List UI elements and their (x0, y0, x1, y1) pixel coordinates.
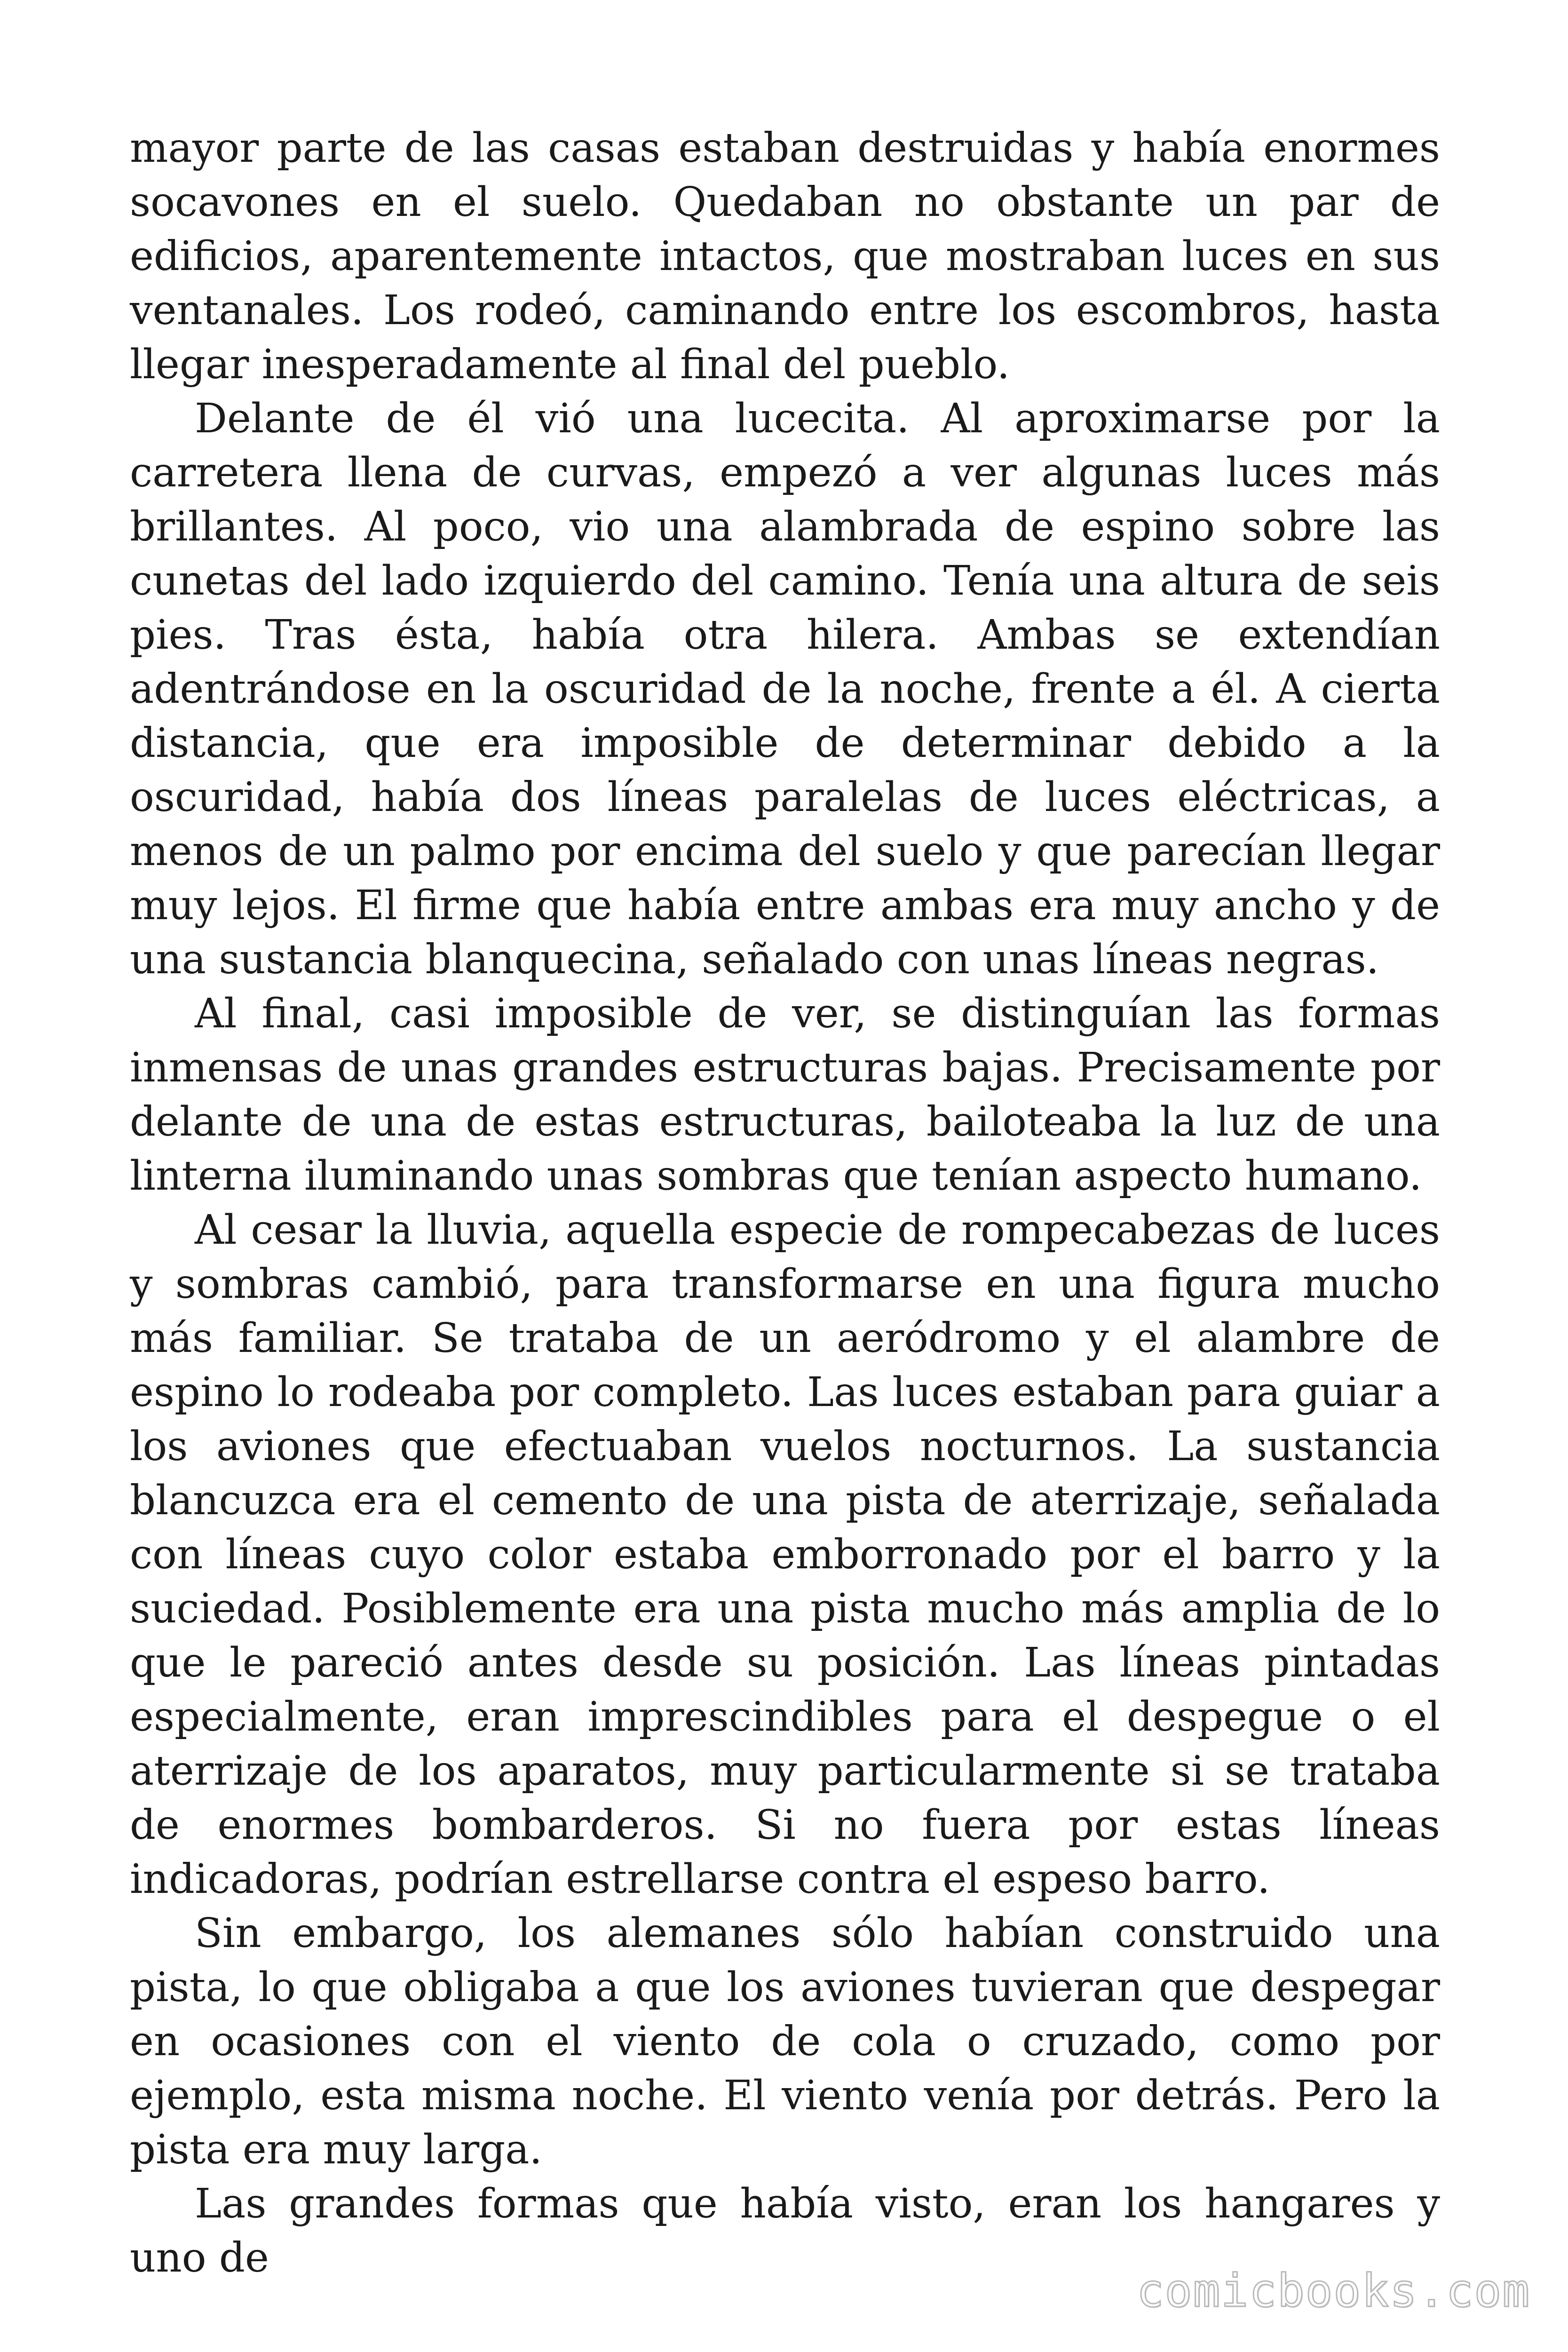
paragraph-1: mayor parte de las casas estaban destruidas y había enormes socavones en el suelo. Quedaban no obstante un par de edificios, aparentemente intactos, que mostraban luces en sus ventanales. Los rodeó, caminando entre los escombros, hasta llegar inesperadamente al final del pueblo. (130, 125, 1440, 388)
paragraph-6: Las grandes formas que había visto, eran los hangares y uno de (130, 2180, 1440, 2281)
watermark-text: comicbooks.com (1136, 2265, 1530, 2317)
paragraph-2: Delante de él vió una lucecita. Al aproximarse por la carretera llena de curvas, empezó a ver algunas luces más brillantes. Al poco, vio una alambrada de espino sobre las cunetas del lado izquierdo del camino. Tenía una altura de seis pies. Tras ésta, había otra hilera. Ambas se extendían adentrándose en la oscuridad de la noche, frente a él. A cierta distancia, que era imposible de determinar debido a la oscuridad, había dos líneas paralelas de luces eléctricas, a menos de un palmo por encima del suelo y que parecían llegar muy lejos. El firme que había entre ambas era muy ancho y de una sustancia blanquecina, señalado con unas líneas negras. (130, 395, 1440, 983)
paragraph-4: Al cesar la lluvia, aquella especie de rompecabezas de luces y sombras cambió, para transformarse en una figura mucho más familiar. Se trataba de un aeródromo y el alambre de espino lo rodeaba por completo. Las luces estaban para guiar a los aviones que efectuaban vuelos nocturnos. La sustancia blancuzca era el cemento de una pista de aterrizaje, señalada con líneas cuyo color estaba emborronado por el barro y la suciedad. Posiblemente era una pista mucho más amplia de lo que le pareció antes desde su posición. Las líneas pintadas especialmente, eran imprescindibles para el despegue o el aterrizaje de los aparatos, muy particularmente si se trataba de enormes bombarderos. Si no fuera por estas líneas indicadoras, podrían estrellarse contra el espeso barro. (130, 1207, 1440, 1903)
paragraph-3: Al final, casi imposible de ver, se distinguían las formas inmensas de unas grandes estructuras bajas. Precisamente por delante de una de estas estructuras, bailoteaba la luz de una linterna iluminando unas sombras que tenían aspecto humano. (130, 990, 1440, 1200)
book-page-body (130, 121, 1440, 2285)
paragraph-5: Sin embargo, los alemanes sólo habían construido una pista, lo que obligaba a que los aviones tuvieran que despegar en ocasiones con el viento de cola o cruzado, como por ejemplo, esta misma noche. El viento venía por detrás. Pero la pista era muy larga. (130, 1910, 1440, 2173)
